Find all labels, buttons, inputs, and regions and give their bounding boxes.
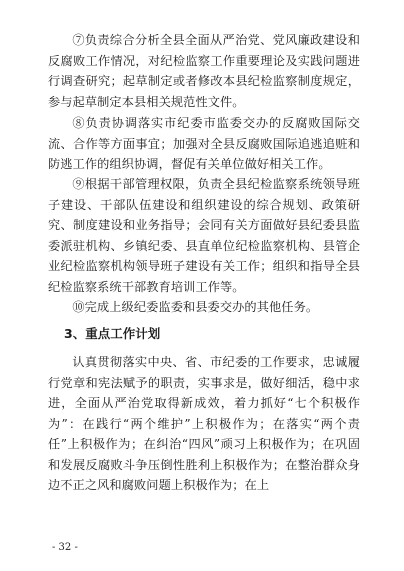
page-number: - 32 -: [52, 542, 78, 553]
section-paragraph: 认真贯彻落实中央、省、市纪委的工作要求，忠诚履行党章和宪法赋予的职责，实事求是，做好细活，稳中求进，全面从严治党取得新成效，着力抓好“七个积极作为”：在践行“两个维护”上积极作为；在落实“两个责任”上积极作为；在纠治“四风”顽习上积极作为；在巩固和发展反腐败斗争压倒性胜利上积极作为；在整治群众身边不正之风和腐败问题上积极作为；在上: [48, 355, 360, 492]
paragraph-item-10: ⑩完成上级纪委监委和县委交办的其他任务。: [72, 300, 319, 314]
paragraph-item-9: ⑨根据干部管理权限，负责全县纪检监察系统领导班子建设、干部队伍建设和组织建设的综合规划、政策研究、制度建设和业务指导；会同有关方面做好县纪委县监委派驻机构、乡镇纪委、县直单位纪检监察机构、县管企业纪检监察机构领导班子建设有关工作；组织和指导全县纪检监察系统干部教育培训工作等。: [48, 177, 360, 294]
paragraph-item-8: ⑧负责协调落实市纪委市监委交办的反腐败国际交流、合作等方面事宜；加强对全县反腐败国际追逃追赃和防逃工作的组织协调，督促有关单位做好相关工作。: [48, 116, 360, 171]
paragraph-item-7: ⑦负责综合分析全县全面从严治党、党风廉政建设和反腐败工作情况，对纪检监察工作重要理论及实践问题进行调查研究；起草制定或者修改本县纪检监察制度规定，参与起草制定本县相关规范性文件。: [48, 33, 360, 109]
section-heading: 3、重点工作计划: [64, 326, 161, 341]
